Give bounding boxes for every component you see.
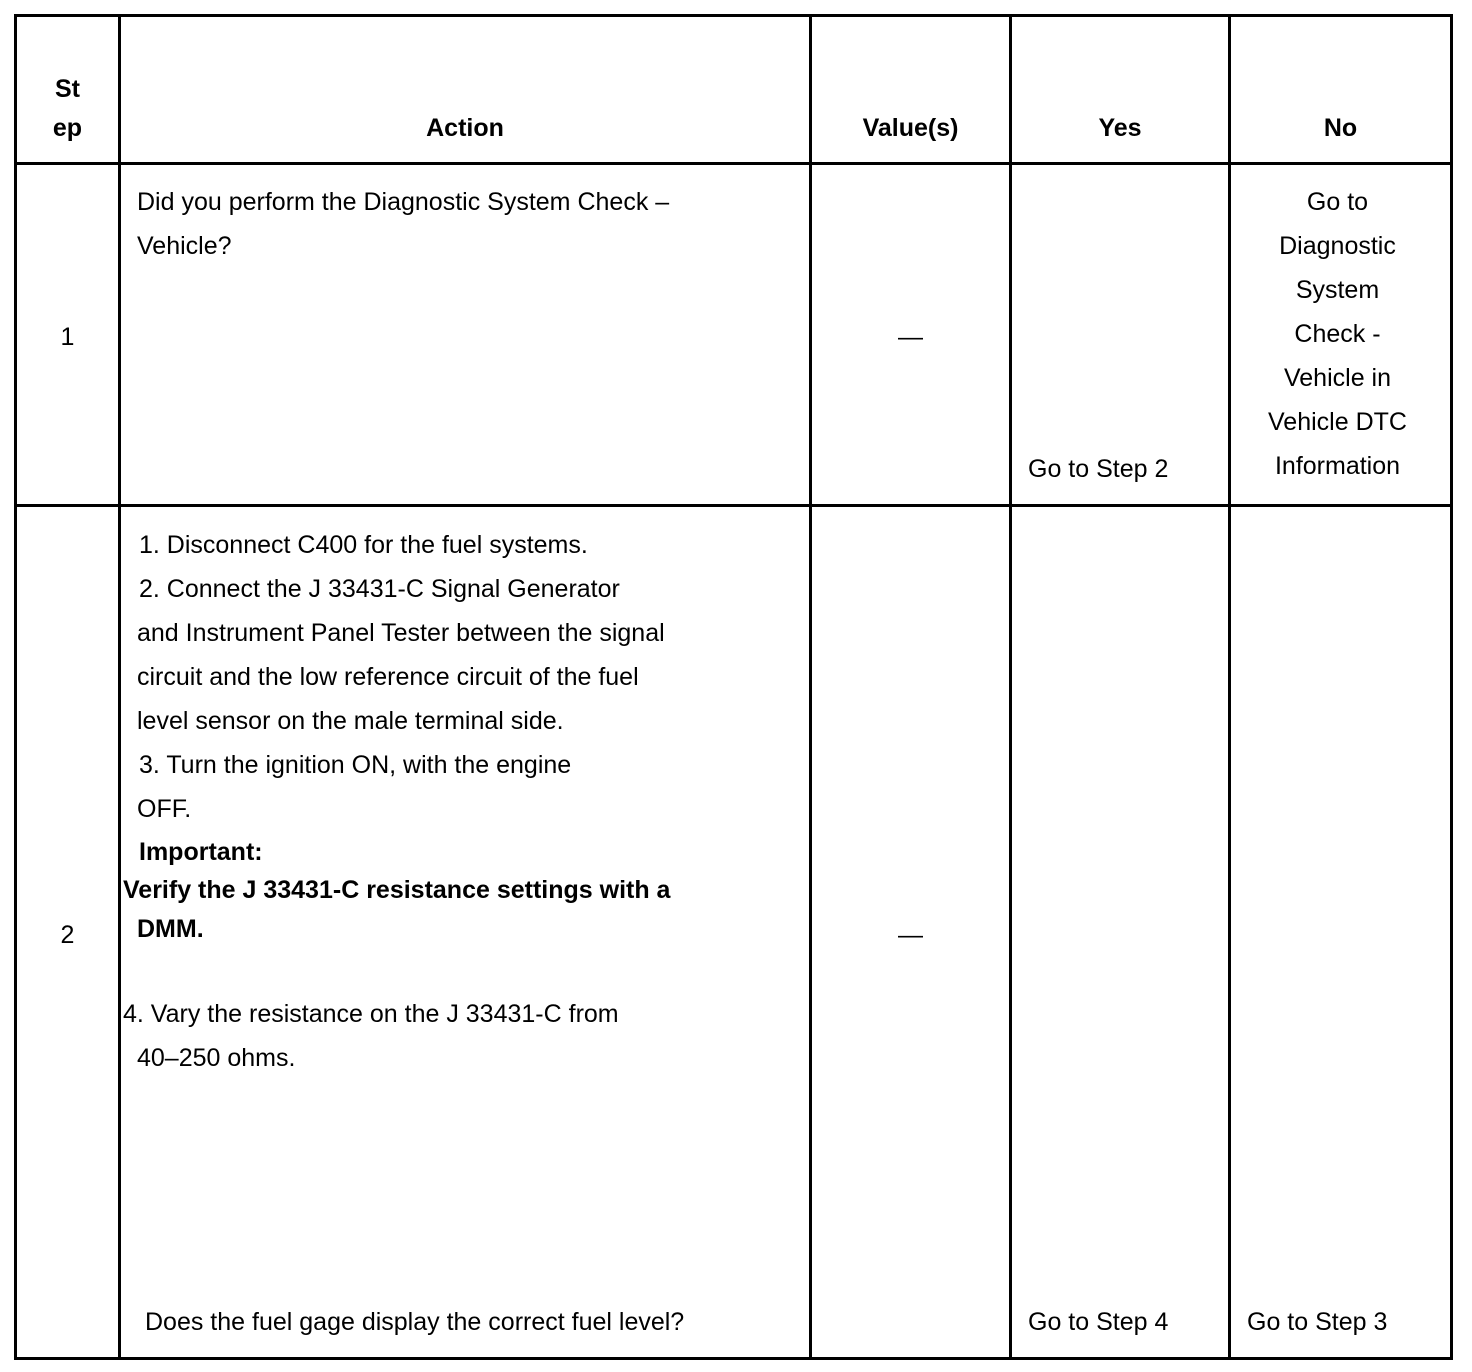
- action-cell: [120, 506, 811, 1359]
- yes-text: Go to Step 4: [1028, 1308, 1169, 1336]
- action-item-1: 1. Disconnect C400 for the fuel systems.: [139, 531, 588, 559]
- no-line: System: [1295, 276, 1380, 304]
- yes-cell: [1011, 164, 1230, 506]
- value-cell: [811, 164, 1011, 506]
- step-number: 1: [60, 323, 75, 351]
- action-item-2-cont: level sensor on the male terminal side.: [137, 707, 564, 735]
- step-cell: [16, 506, 120, 1359]
- step-number: 2: [60, 921, 75, 949]
- no-line: Check -: [1294, 320, 1381, 348]
- value-text: —: [898, 921, 923, 949]
- header-row: [16, 16, 1452, 164]
- no-text: [1225, 180, 1450, 488]
- important-note-line1: Verify the J 33431-C resistance settings with a: [123, 876, 671, 904]
- action-item-4-cont: 40–250 ohms.: [137, 1044, 296, 1072]
- action-item-3: 3. Turn the ignition ON, with the engine: [139, 751, 572, 779]
- header-step: [16, 16, 120, 164]
- header-step-line2: ep: [52, 114, 83, 142]
- table-row: [16, 506, 1452, 1359]
- value-cell: [811, 506, 1011, 1359]
- action-item-4: 4. Vary the resistance on the J 33431-C from: [123, 1000, 619, 1028]
- no-line: Vehicle DTC: [1268, 408, 1407, 436]
- action-steps: [137, 523, 665, 831]
- header-step-line1: St: [55, 75, 80, 103]
- step-cell: [16, 164, 120, 506]
- header-no: No: [1230, 16, 1452, 164]
- action-item-2-cont: circuit and the low reference circuit of the fuel: [137, 663, 639, 691]
- action-item-2: 2. Connect the J 33431-C Signal Generator: [139, 575, 620, 603]
- no-line: Diagnostic: [1279, 232, 1396, 260]
- no-line: Vehicle in: [1283, 364, 1392, 392]
- action-line: Vehicle?: [137, 232, 232, 260]
- important-note-line2: DMM.: [137, 915, 204, 943]
- yes-text: Go to Step 2: [1028, 455, 1169, 483]
- action-item-2-cont: and Instrument Panel Tester between the signal: [137, 619, 665, 647]
- important-label: Important:: [139, 838, 263, 866]
- diagnostic-table: [14, 14, 1453, 1360]
- value-text: —: [898, 323, 923, 351]
- no-line: Information: [1274, 452, 1401, 480]
- action-text: [137, 180, 669, 268]
- header-values: Value(s): [811, 16, 1011, 164]
- header-action: Action: [120, 16, 811, 164]
- no-text: Go to Step 3: [1247, 1308, 1388, 1336]
- no-line: Go to: [1306, 188, 1369, 216]
- header-yes: Yes: [1011, 16, 1230, 164]
- yes-cell: [1011, 506, 1230, 1359]
- action-cell: [120, 164, 811, 506]
- action-line: Did you perform the Diagnostic System Check –: [137, 188, 670, 216]
- no-cell: [1230, 164, 1452, 506]
- action-question: Does the fuel gage display the correct fuel level?: [145, 1308, 685, 1336]
- no-cell: [1230, 506, 1452, 1359]
- table-row: [16, 164, 1452, 506]
- action-item-3-cont: OFF.: [137, 795, 192, 823]
